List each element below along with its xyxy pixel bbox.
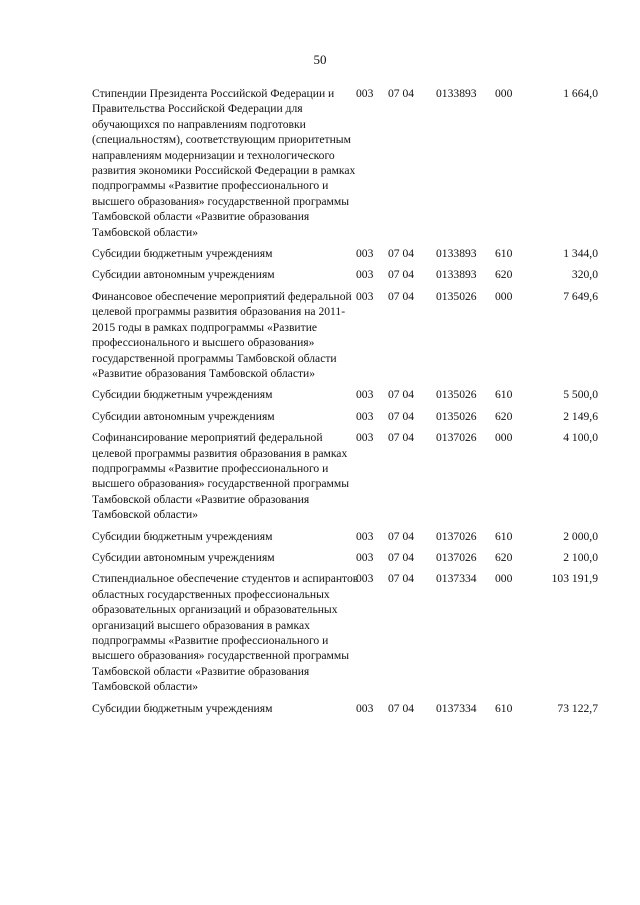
row-vr: 610	[495, 388, 513, 402]
row-sum: 4 100,0	[563, 431, 598, 445]
row-vr: 610	[495, 701, 513, 715]
table-row	[0, 289, 640, 381]
row-vr: 610	[495, 529, 513, 543]
row-rzpr: 07 04	[388, 550, 415, 564]
row-csr: 0135026	[436, 289, 477, 303]
row-csr: 0135026	[436, 388, 477, 402]
row-csr: 0137334	[436, 701, 477, 715]
row-grbs: 003	[356, 431, 374, 445]
row-name: Финансовое обеспечение мероприятий федеральной целевой программы развития образования на 2011-2015 годы в рамках подпрограммы «Развитие профессионального и высшего образования» государственной программы Тамбовской области «Развитие образования Тамбовской области»	[92, 289, 352, 380]
table-row	[0, 571, 640, 694]
row-csr: 0133893	[436, 247, 477, 261]
row-csr: 0137334	[436, 572, 477, 586]
table-row	[0, 86, 640, 240]
row-grbs: 003	[356, 701, 374, 715]
row-sum: 320,0	[571, 268, 598, 282]
row-name: Стипендиальное обеспечение студентов и аспирантов областных государственных профессиональных образовательных организаций и образовательных организаций высшего образования в рамках подпрограммы «Развитие профессионального и высшего образования» государственной программы Тамбовской области «Развитие образования Тамбовской области»	[92, 572, 359, 694]
row-grbs: 003	[356, 550, 374, 564]
row-sum: 5 500,0	[563, 388, 598, 402]
row-name: Субсидии бюджетным учреждениям	[92, 529, 273, 543]
row-vr: 000	[495, 431, 513, 445]
row-rzpr: 07 04	[388, 268, 415, 282]
page-number: 50	[313, 52, 327, 67]
row-grbs: 003	[356, 409, 374, 423]
table-row	[0, 550, 640, 565]
row-sum: 2 000,0	[563, 529, 598, 543]
row-name: Субсидии бюджетным учреждениям	[92, 247, 273, 261]
row-sum: 7 649,6	[563, 289, 598, 303]
row-rzpr: 07 04	[388, 388, 415, 402]
row-name: Стипендии Президента Российской Федерации и Правительства Российской Федерации для обучающихся по направлениям подготовки (специальностям), соответствующим приоритетным направлениям модернизации и технологического развития экономики Российской Федерации в рамках подпрограммы «Развитие профессионального и высшего образования» государственной программы Тамбовской области «Развитие образования Тамбовской области»	[92, 87, 356, 239]
row-name: Субсидии автономным учреждениям	[92, 268, 275, 282]
row-name: Субсидии бюджетным учреждениям	[92, 388, 273, 402]
row-grbs: 003	[356, 268, 374, 282]
row-rzpr: 07 04	[388, 431, 415, 445]
row-grbs: 003	[356, 289, 374, 303]
row-vr: 620	[495, 550, 513, 564]
row-csr: 0133893	[436, 87, 477, 100]
row-name: Субсидии автономным учреждениям	[92, 550, 275, 564]
row-csr: 0137026	[436, 431, 477, 445]
row-name: Софинансирование мероприятий федеральной целевой программы развития образования в рамках подпрограммы «Развитие профессионального и высшего образования» государственной программы Тамбовской области «Развитие образования Тамбовской области»	[92, 431, 349, 522]
row-rzpr: 07 04	[388, 529, 415, 543]
row-vr: 000	[495, 87, 513, 100]
row-sum: 2 149,6	[563, 409, 598, 423]
row-rzpr: 07 04	[388, 701, 415, 715]
table-row	[0, 430, 640, 522]
table-row	[0, 246, 640, 261]
row-grbs: 003	[356, 529, 374, 543]
row-rzpr: 07 04	[388, 247, 415, 261]
row-vr: 620	[495, 409, 513, 423]
row-rzpr: 07 04	[388, 289, 415, 303]
row-grbs: 003	[356, 572, 374, 586]
table-row	[0, 387, 640, 402]
row-sum: 1 664,0	[563, 87, 598, 100]
row-name: Субсидии бюджетным учреждениям	[92, 701, 273, 715]
row-sum: 2 100,0	[563, 550, 598, 564]
row-vr: 610	[495, 247, 513, 261]
row-rzpr: 07 04	[388, 87, 415, 100]
row-grbs: 003	[356, 388, 374, 402]
row-vr: 620	[495, 268, 513, 282]
table-row	[0, 701, 640, 716]
table-row	[0, 409, 640, 424]
row-csr: 0133893	[436, 268, 477, 282]
row-vr: 000	[495, 289, 513, 303]
budget-table	[0, 86, 640, 722]
row-vr: 000	[495, 572, 513, 586]
table-row	[0, 529, 640, 544]
row-grbs: 003	[356, 87, 374, 100]
table-row	[0, 267, 640, 282]
row-sum: 103 191,9	[551, 572, 598, 586]
row-name: Субсидии автономным учреждениям	[92, 409, 275, 423]
row-csr: 0137026	[436, 529, 477, 543]
row-sum: 73 122,7	[557, 701, 598, 715]
row-grbs: 003	[356, 247, 374, 261]
row-csr: 0135026	[436, 409, 477, 423]
row-rzpr: 07 04	[388, 409, 415, 423]
row-csr: 0137026	[436, 550, 477, 564]
row-sum: 1 344,0	[563, 247, 598, 261]
row-rzpr: 07 04	[388, 572, 415, 586]
